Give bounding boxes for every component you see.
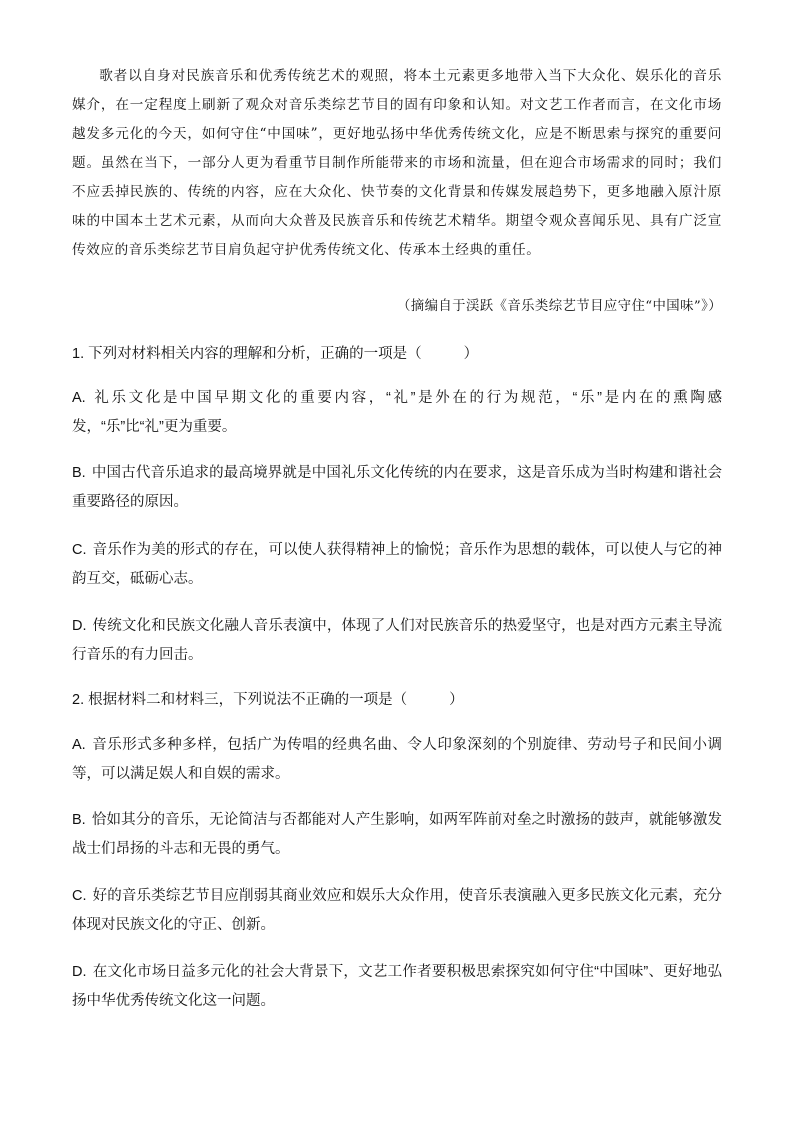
question-2-option-c: [72, 882, 722, 940]
option-text: 音乐形式多种多样，包括广为传唱的经典名曲、令人印象深刻的个别旋律、劳动号子和民间小调等，可以满足娱人和自娱的需求。: [72, 737, 722, 782]
question-2-stem: [72, 686, 722, 715]
question-1-option-b: [72, 459, 722, 517]
question-1-option-c: [72, 536, 722, 594]
question-2-stem-close: ）: [449, 692, 464, 708]
option-text: 好的音乐类综艺节目应削弱其商业效应和娱乐大众作用，使音乐表演融入更多民族文化元素，充分体现对民族文化的守正、创新。: [72, 888, 722, 933]
question-2-option-a: [72, 731, 722, 789]
question-1-stem: [72, 340, 722, 369]
passage-source: （摘编自于渓跃《音乐类综艺节目应守住“中国味”》）: [397, 299, 722, 314]
option-letter: D.: [72, 618, 87, 634]
option-text: 传统文化和民族文化融人音乐表演中，体现了人们对民族音乐的热爱坚守，也是对西方元素主导流行音乐的有力回击。: [72, 618, 722, 663]
question-2-option-b: [72, 806, 722, 864]
question-1-stem-close: ）: [463, 346, 479, 362]
question-1-option-a: [72, 384, 722, 442]
option-text: 恰如其分的音乐，无论简洁与否都能对人产生影响，如两军阵前对垒之时激扬的鼓声，就能够激发战士们昂扬的斗志和无畏的勇气。: [72, 812, 722, 857]
option-letter: A.: [72, 737, 86, 753]
question-2-stem-text: 2. 根据材料二和材料三，下列说法不正确的一项是（: [72, 692, 408, 708]
option-letter: D.: [72, 964, 87, 980]
option-text: 礼乐文化是中国早期文化的重要内容，“礼”是外在的行为规范，“乐”是内在的熏陶感发，“乐”比“礼”更为重要。: [72, 390, 722, 435]
question-2-option-d: [72, 958, 722, 1016]
option-letter: B.: [72, 812, 86, 828]
option-letter: C.: [72, 542, 87, 558]
option-letter: C.: [72, 888, 87, 904]
option-text: 在文化市场日益多元化的社会大背景下，文艺工作者要积极思索探究如何守住“中国味”、更好地弘扬中华优秀传统文化这一问题。: [72, 964, 722, 1009]
option-letter: A.: [72, 390, 86, 406]
option-text: 中国古代音乐追求的最高境界就是中国礼乐文化传统的内在要求，这是音乐成为当时构建和谐社会重要路径的原因。: [72, 465, 722, 510]
option-text: 音乐作为美的形式的存在，可以使人获得精神上的愉悦；音乐作为思想的载体，可以使人与它的神韵互交，砥砺心志。: [72, 542, 722, 587]
question-1-option-d: [72, 612, 722, 670]
passage-paragraph: 歌者以自身对民族音乐和优秀传统艺术的观照，将本土元素更多地带入当下大众化、娱乐化的音乐媒介，在一定程度上刷新了观众对音乐类综艺节目的固有印象和认知。对文艺工作者而言，在文化市场越发多元化的今天，如何守住“中国味”，更好地弘扬中华优秀传统文化，应是不断思索与探究的重要问题。虽然在当下，一部分人更为看重节目制作所能带来的市场和流量，但在迎合市场需求的同时；我们不应丢掉民族的、传统的内容，应在大众化、快节奏的文化背景和传媒发展趋势下，更多地融入原汁原味的中国本土艺术元素，从而向大众普及民族音乐和传统艺术精华。期望令观众喜闻乐见、具有广泛宣传效应的音乐类综艺节目肩负起守护优秀传统文化、传承本土经典的重任。: [72, 68, 722, 258]
option-letter: B.: [72, 465, 86, 481]
question-1-stem-text: 1. 下列对材料相关内容的理解和分析，正确的一项是（: [72, 346, 422, 362]
